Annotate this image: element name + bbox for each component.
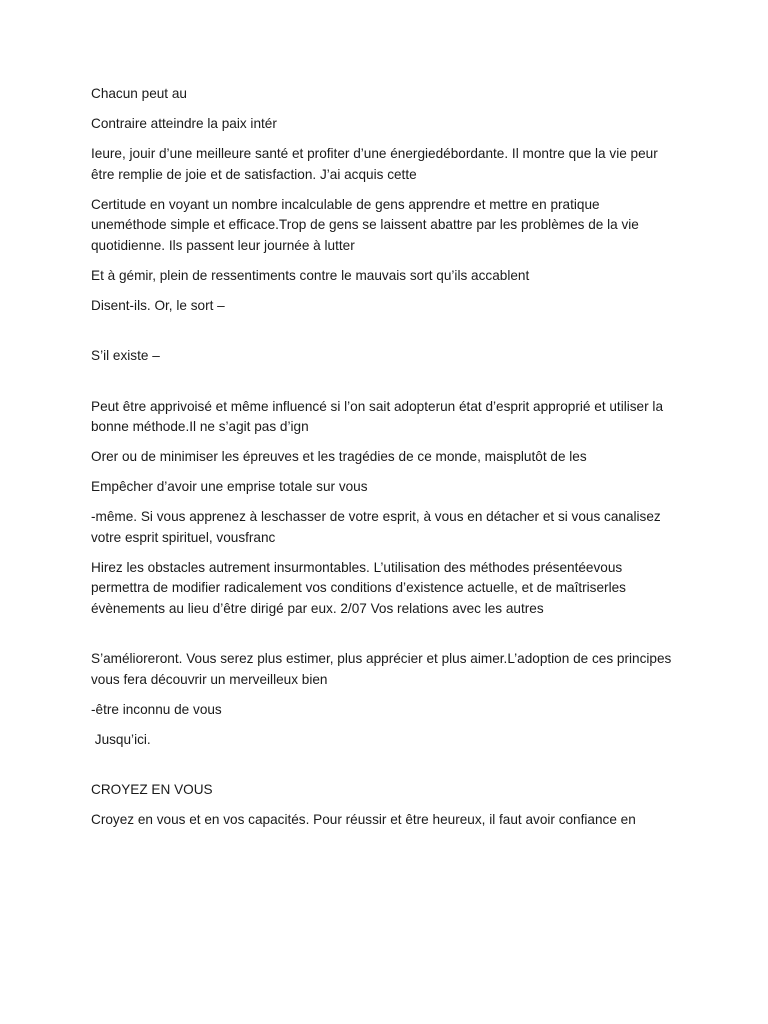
section-heading: CROYEZ EN VOUS [91, 782, 213, 797]
paragraph: Croyez en vous et en vos capacités. Pour réussir et être heureux, il faut avoir confiance en [91, 812, 636, 827]
paragraph: Disent-ils. Or, le sort – [91, 297, 225, 313]
paragraph: Chacun peut au [91, 86, 187, 101]
paragraph: S’il existe – [91, 348, 160, 363]
paragraph: Ieure, jouir d’une meilleure santé et profiter d’une énergiedébordante. Il montre que la vie peur être remplie de joie et de satisfaction. J’ai acquis cette [91, 146, 658, 182]
paragraph: S’amélioreront. Vous serez plus estimer, plus apprécier et plus aimer.L’adoption de ces principes vous fera découvrir un merveilleux bien [91, 651, 672, 687]
paragraph: Certitude en voyant un nombre incalculable de gens apprendre et mettre en pratique uneméthode simple et efficace.Trop de gens se laissent abattre par les problèmes de la vie quotidienne. Ils passent leur journée à lutter [91, 196, 639, 253]
paragraph: Contraire atteindre la paix intér [91, 116, 277, 131]
paragraph: -être inconnu de vous [91, 701, 222, 717]
paragraph: Hirez les obstacles autrement insurmontables. L’utilisation des méthodes présentéevous permettra de modifier radicalement vos conditions d’existence actuelle, et de maîtriserles évènements au lieu d’être dirigé par eux. 2/07 Vos relations avec les autres [91, 559, 626, 616]
paragraph: Empêcher d’avoir une emprise totale sur vous [91, 479, 368, 494]
paragraph: Orer ou de minimiser les épreuves et les tragédies de ce monde, maisplutôt de les [91, 449, 587, 464]
paragraph: Peut être apprivoisé et même influencé si l’on sait adopterun état d’esprit approprié et utiliser la bonne méthode.Il ne s’agit pas d’ign [91, 398, 664, 434]
paragraph: -même. Si vous apprenez à leschasser de votre esprit, à vous en détacher et si vous canalisez votre esprit spirituel, vousfranc [91, 509, 661, 545]
paragraph: Et à gémir, plein de ressentiments contre le mauvais sort qu’ils accablent [91, 267, 530, 283]
document-body [91, 84, 675, 840]
paragraph: Jusqu’ici. [91, 731, 151, 747]
